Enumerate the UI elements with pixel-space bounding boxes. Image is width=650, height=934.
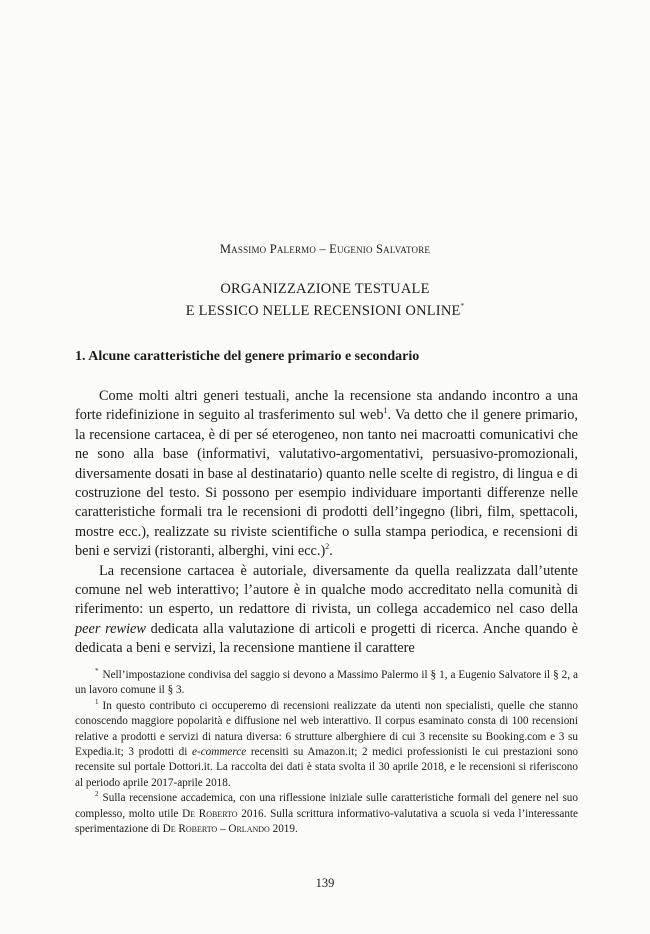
footnote-2 [75,791,578,837]
footnote-2-text-c: 2019. [269,823,298,836]
footnote-1-text-b: recensiti su Amazon.it; 2 medici professionisti le cui prestazioni sono recensite sul portale Dottori.it. La raccolta dei dati è stata svolta il 30 aprile 2018, e le recensioni si riferiscono al periodo aprile 2017-aprile 2018. [75,746,579,789]
paragraph-1-text-c: . [329,543,333,560]
footnote-1-marker: 1 [95,697,99,706]
article-title-line-2 [0,298,650,320]
footnote-1-italic-term: e-commerce [192,746,247,759]
footnote-2-reference-2: De Roberto – Orlando [162,823,270,836]
paragraph-2-text-a: La recensione cartacea è autoriale, diversamente da quella realizzata dall’utente comune nel web interattivo; l’autore è in qualche modo accreditato nella comunità di riferimento: un esperto, un redattore di rivista, un collega accademico nel caso della [75,562,578,618]
footnote-star-marker: * [95,667,99,675]
footnotes [75,668,578,837]
article-title-line-2-text: E LESSICO NELLE RECENSIONI ONLINE [185,303,461,319]
footnote-1-text-a: In questo contributo ci occuperemo di recensioni realizzate da utenti non specialisti, quelle che stanno conoscendo maggiore popolarità e diffusione nel web interattivo. Il corpus esaminato consta di 100 recensioni relative a prodotti e servizi di natura diversa: 6 strutture alberghiere di cui 3 recensite su Booking.com e 3 su Expedia.it; 3 prodotti di [75,699,578,759]
title-footnote-marker: * [460,302,465,310]
article-authors: Massimo Palermo – Eugenio Salvatore [219,242,431,256]
footnote-ref-2: 2 [325,542,330,552]
article-title-line-1: ORGANIZZAZIONE TESTUALE [220,281,430,297]
paragraph-1 [75,387,578,562]
body-text [75,387,578,659]
footnote-2-reference-1: De Roberto [182,807,238,820]
footnote-star-text: Nell’impostazione condivisa del saggio si devono a Massimo Palermo il § 1, a Eugenio Salvatore il § 2, a un lavoro comune il § 3. [75,669,578,697]
paragraph-1-text-b: . Va detto che il genere primario, la recensione cartacea, è di per sé eterogeneo, non tanto nei macroatti comunicativi che ne sono alla base (informativi, valutativo-argomentativi, persuasivo-promozionali, diversamente dosati in base al destinatario) quanto nelle scelte di registro, di lingua e di costruzione del testo. Si possono per esempio individuare importanti differenze nelle caratteristiche formali tra le recensioni di prodotti dell’ingegno (libri, film, spettacoli, mostre ecc.), realizzate su riviste scientifiche o sulla stampa periodica, e recensioni di beni e servizi (ristoranti, alberghi, vini ecc.) [75,407,578,560]
footnote-2-text-a: Sulla recensione accademica, con una riflessione iniziale sulle caratteristiche formali del genere nel suo complesso, molto utile [75,792,578,820]
footnote-2-marker: 2 [95,790,99,799]
footnote-2-text-b: 2016. Sulla scrittura informativo-valutativa a scuola si veda l’interessante sperimentazione di [75,807,578,836]
article-title [0,281,650,320]
footnote-star [75,668,578,699]
section-heading: 1. Alcune caratteristiche del genere primario e secondario [75,349,420,364]
paragraph-2-italic-term: peer rewiew [75,620,146,637]
footnote-ref-1: 1 [383,406,388,416]
paragraph-2 [75,562,578,659]
paragraph-2-text-b: dedicata alla valutazione di articoli e progetti di ricerca. Anche quando è dedicata a beni e servizi, la recensione mantiene il carattere [75,620,578,657]
paragraph-1-text-a: Come molti altri generi testuali, anche la recensione sta andando incontro a una forte ridefinizione in seguito al trasferimento sul web [75,388,578,424]
page-number: 139 [315,876,335,890]
footnote-1 [75,699,578,791]
